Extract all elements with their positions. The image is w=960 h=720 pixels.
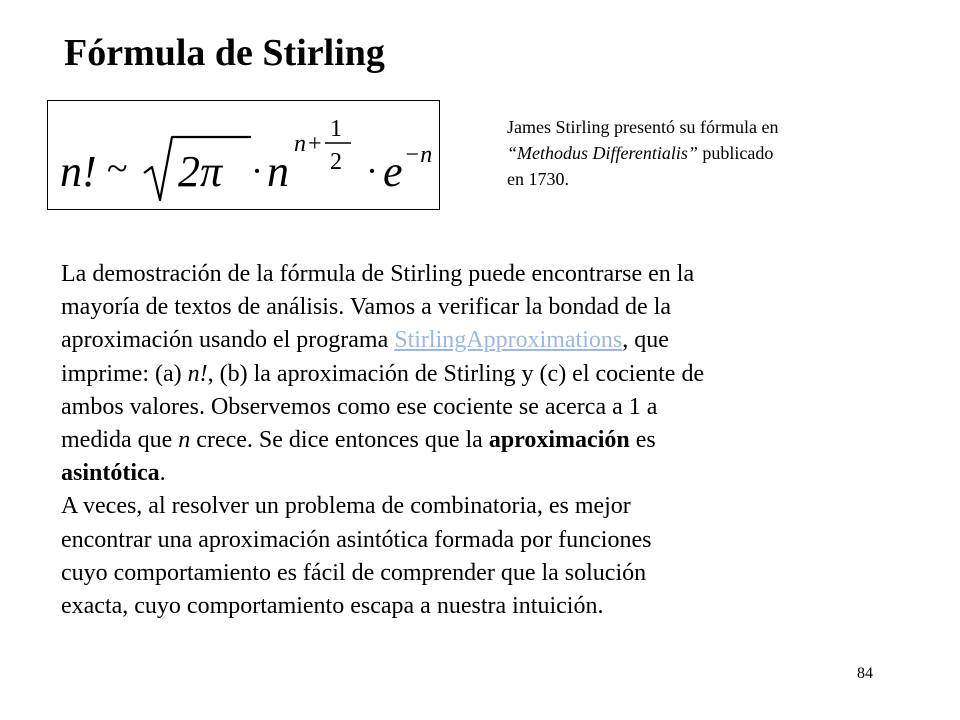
- text-segment: crece. Se dice entonces que la: [190, 426, 489, 453]
- paragraph-1-line-7: [61, 457, 931, 490]
- paragraph-1-line-1: La demostración de la fórmula de Stirling puede encontrarse en la: [61, 261, 695, 287]
- formula-lhs: n!: [60, 147, 97, 196]
- formula-exp-denominator: 2: [330, 149, 342, 175]
- formula-sqrt-content: 2π: [178, 147, 223, 196]
- italic-n-factorial: n!: [187, 360, 208, 387]
- stirling-formula: [48, 101, 441, 211]
- paragraph-2-line-2: encontrar una aproximación asintótica formada por funciones: [61, 526, 652, 553]
- paragraph-1-line-5: ambos valores. Observemos como ese cociente se acerca a 1 a: [61, 393, 658, 420]
- bold-asintotica: asintótica: [61, 460, 160, 487]
- paragraph-1-line-6: [61, 424, 931, 457]
- text-segment: es: [629, 426, 656, 453]
- paragraph-1-line-4: [61, 358, 931, 391]
- formula-relation: ~: [107, 148, 128, 190]
- text-segment: .: [159, 460, 166, 487]
- formula-exp-numerator: 1: [330, 116, 342, 142]
- history-note: [507, 114, 867, 192]
- note-line-3: en 1730.: [507, 169, 569, 189]
- formula-dot-2: ·: [366, 151, 378, 191]
- formula-base: n: [267, 147, 289, 196]
- paragraph-1-line-3: [61, 324, 931, 357]
- slide-title: Fórmula de Stirling: [64, 32, 385, 74]
- body-text: [61, 258, 931, 623]
- note-line-1: James Stirling presentó su fórmula en: [507, 117, 779, 137]
- note-line-2-rest: publicado: [697, 143, 774, 163]
- formula-e-exponent: −n: [404, 142, 433, 168]
- paragraph-1-line-2: mayoría de textos de análisis. Vamos a verificar la bondad de la: [61, 294, 672, 321]
- text-segment: medida que: [61, 426, 179, 453]
- formula-exp-plus: +: [308, 131, 322, 157]
- text-segment: , (b) la aproximación de Stirling y (c) el cociente de: [207, 360, 705, 387]
- page-number: 84: [857, 665, 873, 682]
- paragraph-2-line-4: exacta, cuyo comportamiento escapa a nuestra intuición.: [61, 592, 604, 619]
- text-segment: aproximación usando el programa: [61, 327, 395, 354]
- text-segment: , que: [622, 327, 669, 354]
- stirling-approximations-link[interactable]: StirlingApproximations: [394, 327, 623, 354]
- paragraph-2-line-3: cuyo comportamiento es fácil de comprender que la solución: [61, 559, 647, 586]
- note-line-2: [507, 140, 867, 166]
- formula-dot-1: ·: [251, 151, 263, 191]
- italic-n: n: [178, 426, 191, 453]
- text-segment: imprime: (a): [61, 360, 188, 387]
- paragraph-2-line-1: A veces, al resolver un problema de combinatoria, es mejor: [61, 493, 631, 520]
- formula-exp-base: n: [294, 131, 306, 157]
- formula-e: e: [383, 147, 403, 196]
- stirling-formula-box: [47, 100, 440, 210]
- bold-aproximacion: aproximación: [488, 426, 630, 453]
- note-book-title: “Methodus Differentialis”: [507, 143, 698, 163]
